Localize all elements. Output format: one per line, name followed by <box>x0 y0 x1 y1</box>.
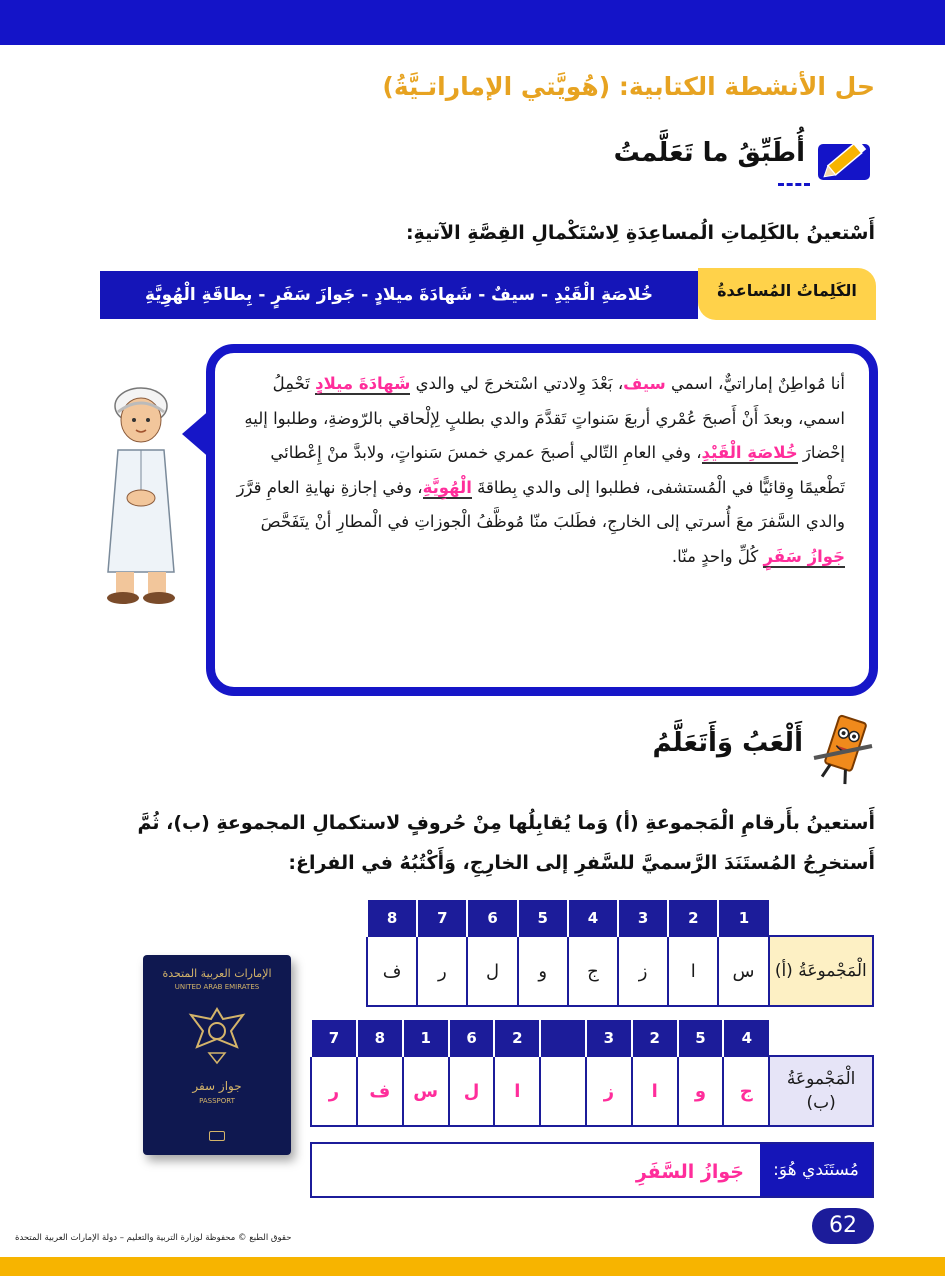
group-b-letter: ج <box>723 1056 769 1126</box>
group-a-letter: ج <box>568 936 618 1006</box>
page-title: حل الأنشطة الكتابية: (هُويَّتي الإماراتـيَّةُ) <box>382 72 875 101</box>
passport-word-en: PASSPORT <box>199 1097 235 1105</box>
answer-field[interactable]: جَوازُ السَّفَرِ <box>635 1161 744 1183</box>
eagle-emblem-icon <box>187 1003 247 1067</box>
passport-title-ar: الإمارات العربية المتحدة <box>162 967 272 980</box>
group-a-number: 7 <box>417 900 467 936</box>
group-a-label: الْمَجْموعَةُ (أ) <box>769 936 873 1006</box>
copyright-notice: حقوق الطبع © محفوظة لوزارة التربية والتعليم – دولة الإمارات العربية المتحدة <box>15 1233 292 1243</box>
page-number: 62 <box>812 1208 874 1244</box>
helper-words-list: خُلاصَةِ الْقَيْدِ - سيفٌ - شَهادَةَ ميلادٍ - جَوازَ سَفَرٍ - بِطاقَةِ الْهُوِيَّةِ <box>100 271 698 319</box>
group-b-letter: ا <box>632 1056 678 1126</box>
group-b-number: 1 <box>403 1020 449 1056</box>
group-b-table <box>310 1020 874 1127</box>
story-word-passport: جَوازُ سَفَرٍ <box>763 546 845 566</box>
group-b-number: 6 <box>449 1020 495 1056</box>
group-a-number: 1 <box>718 900 768 936</box>
group-a-numbers-row <box>367 900 873 936</box>
bottom-bar <box>0 1257 945 1276</box>
crayon-mascot-icon <box>812 712 876 786</box>
group-b-letter: ل <box>449 1056 495 1126</box>
group-b-number: 5 <box>678 1020 724 1056</box>
passport-illustration <box>143 955 291 1155</box>
group-b-letter: ا <box>494 1056 540 1126</box>
heading-dashes <box>778 183 810 186</box>
group-a-letter: س <box>718 936 768 1006</box>
story-word-family-record: خُلاصَةِ الْقَيْدِ <box>701 443 798 462</box>
group-b-letter: ف <box>357 1056 403 1126</box>
section-apply-heading: أُطَبِّقُ ما تَعَلَّمتُ <box>613 138 805 168</box>
group-b-letters-row <box>311 1056 873 1126</box>
group-b-letter: ر <box>311 1056 357 1126</box>
group-a-number: 8 <box>367 900 417 936</box>
group-a-number: 6 <box>467 900 517 936</box>
group-b-number: 2 <box>494 1020 540 1056</box>
section-apply-instruction: أَسْتعينُ بالكَلِماتِ الُمساعِدَةِ لِاسْتَكْمالِ القِصَّةِ الآتيةِ: <box>405 222 875 244</box>
group-a-letters-row <box>367 936 873 1006</box>
group-b-letter-blank <box>540 1056 586 1126</box>
group-b-number: 7 <box>311 1020 357 1056</box>
story-word-saif: سيف <box>623 374 666 393</box>
story-bubble <box>206 344 878 696</box>
group-a-letter: ز <box>618 936 668 1006</box>
bubble-tail <box>182 408 212 460</box>
group-a-table <box>366 900 874 1007</box>
story-word-birth-certificate: شَهادَةَ ميلادٍ <box>315 374 411 393</box>
chip-icon <box>209 1131 225 1141</box>
boy-character-illustration <box>96 380 186 610</box>
group-a-letter: ر <box>417 936 467 1006</box>
group-a-letter: ل <box>467 936 517 1006</box>
group-a-number: 4 <box>568 900 618 936</box>
group-a-letter: ف <box>367 936 417 1006</box>
group-a-number: 2 <box>668 900 718 936</box>
group-b-letter: و <box>678 1056 724 1126</box>
group-b-letter: س <box>403 1056 449 1126</box>
section-play-heading: أَلْعَبُ وَأَتَعَلَّمُ <box>652 728 803 758</box>
group-b-number-blank <box>540 1020 586 1056</box>
passport-word-ar: جواز سفر <box>192 1079 242 1093</box>
pencil-icon <box>814 130 874 190</box>
group-b-number: 2 <box>632 1020 678 1056</box>
group-a-number: 3 <box>618 900 668 936</box>
section-play-instruction-1: أَستعينُ بأَرقامِ الْمَجموعةِ (أ) وَما يُقابِلُها مِنْ حُروفٍ لاستكمالِ المجموعةِ (ب)، ثُمَّ <box>137 812 875 834</box>
group-a-letter: و <box>518 936 568 1006</box>
story-text: أنا مُواطِنٌ إماراتيٌّ، اسمي سيف، بَعْدَ وِلادتي اسْتخرجَ لي والدي شَهادَةَ ميلادٍ تَحْمِلُ اسمي، وبعدَ أَنْ أَصبحَ عُمْري أربعَ سَنواتٍ تَقدَّمَ والدي بطلبٍ لِإلْحاقي بالرّوضةِ، وطلبوا إليهِ إحْضارَ خُلاصَةِ الْقَيْدِ، وفي العامِ التّالي أصبحَ عمري خمسَ سَنواتٍ، ولابدَّ منْ إِعْطائي تَطْعيمًا وِقائيًّا في الْمُستشفى، فطلبوا إلى والدي بِطاقةَ الْهُوِيَّةِ، وفي إجازةِ نهايةِ العامِ قرَّرَ والدي السَّفرَ معَ أُسرتي إلى الخارجِ، فطَلبَ منّا مُوظَّفُ الْجوزاتِ في الْمطارِ أنْ يتَفَحَّصَ جَوازُ سَفَرٍ كُلِّ واحدٍ منّا. <box>236 374 845 566</box>
passport-title-en: UNITED ARAB EMIRATES <box>174 983 260 991</box>
group-b-number: 8 <box>357 1020 403 1056</box>
group-b-label: الْمَجْموعَةُ (ب) <box>769 1056 873 1126</box>
group-b-numbers-row <box>311 1020 873 1056</box>
section-play-instruction-2: أَستخرِجُ المُستَنَدَ الرَّسميَّ للسَّفرِ إلى الخارِجِ، وَأَكْتُبُهُ في الفراغ: <box>288 852 875 874</box>
story-word-id: الْهُوِيَّةِ <box>422 477 472 497</box>
helper-words-label: الكَلِماتُ المُساعدةُ <box>698 268 876 320</box>
answer-box <box>310 1142 874 1198</box>
group-b-number: 4 <box>723 1020 769 1056</box>
group-a-letter: ا <box>668 936 718 1006</box>
group-a-number: 5 <box>518 900 568 936</box>
top-bar <box>0 0 945 45</box>
answer-label: مُستَنَدي هُوَ: <box>760 1144 872 1196</box>
group-b-number: 3 <box>586 1020 632 1056</box>
group-b-letter: ز <box>586 1056 632 1126</box>
